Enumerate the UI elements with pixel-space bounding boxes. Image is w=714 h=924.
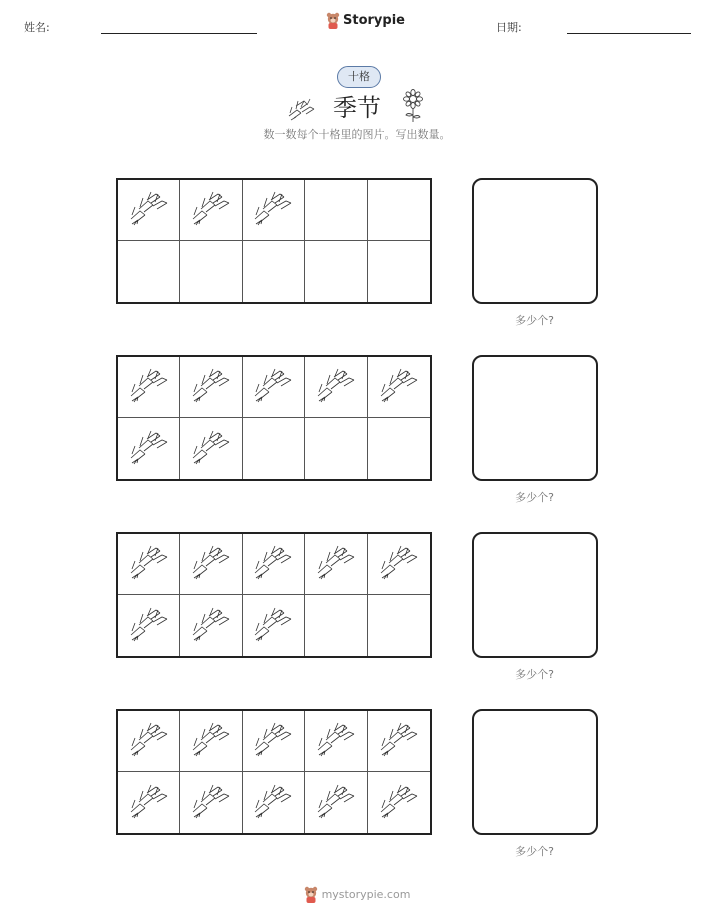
flying-geese-icon xyxy=(315,543,357,585)
ten-frame-cell-filled xyxy=(368,357,430,418)
ten-frame-cell-filled xyxy=(243,711,305,772)
ten-frame-cell-filled xyxy=(305,357,367,418)
answer-box[interactable] xyxy=(472,178,598,304)
date-field[interactable] xyxy=(567,33,691,34)
ten-frame-cell-filled xyxy=(305,711,367,772)
ten-frame-cell-empty xyxy=(368,180,430,241)
ten-frame-cell-empty xyxy=(368,241,430,302)
ten-frame-cell-filled xyxy=(118,534,180,595)
ten-frame-cell-filled xyxy=(180,418,242,479)
ten-frame-cell-filled xyxy=(180,180,242,241)
flying-geese-icon xyxy=(190,720,232,762)
answer-box[interactable] xyxy=(472,709,598,835)
ten-frame-cell-filled xyxy=(305,772,367,833)
flying-geese-icon xyxy=(378,720,420,762)
ten-frame-cell-filled xyxy=(368,772,430,833)
ten-frame-cell-filled xyxy=(305,534,367,595)
ten-frame xyxy=(116,709,432,835)
ten-frame-cell-empty xyxy=(368,595,430,656)
ten-frame-cell-empty xyxy=(180,241,242,302)
bear-mascot-icon xyxy=(326,12,340,29)
flying-geese-icon xyxy=(252,543,294,585)
flying-geese-icon xyxy=(315,782,357,824)
worksheet-badge: 十格 xyxy=(337,66,381,88)
ten-frame-cell-filled xyxy=(243,595,305,656)
flying-geese-icon xyxy=(378,782,420,824)
ten-frame-cell-filled xyxy=(368,711,430,772)
flying-geese-icon xyxy=(190,428,232,470)
ten-frame-cell-filled xyxy=(118,418,180,479)
flying-geese-icon xyxy=(252,605,294,647)
ten-frame xyxy=(116,355,432,481)
flying-geese-icon xyxy=(378,543,420,585)
flying-geese-icon xyxy=(128,428,170,470)
brand-name: Storypie xyxy=(343,13,405,28)
flying-geese-icon xyxy=(128,720,170,762)
ten-frame-cell-filled xyxy=(243,772,305,833)
ten-frame-cell-filled xyxy=(118,357,180,418)
sunflower-icon xyxy=(402,89,424,123)
ten-frame-cell-empty xyxy=(368,418,430,479)
date-label: 日期: xyxy=(496,21,522,34)
ten-frame-cell-filled xyxy=(243,180,305,241)
ten-frame-cell-filled xyxy=(118,180,180,241)
ten-frame-cell-filled xyxy=(243,357,305,418)
ten-frame-cell-filled xyxy=(180,357,242,418)
ten-frame-cell-empty xyxy=(305,595,367,656)
ten-frame-cell-empty xyxy=(243,241,305,302)
flying-geese-icon xyxy=(252,366,294,408)
flying-geese-icon xyxy=(128,366,170,408)
flying-geese-icon xyxy=(252,782,294,824)
flying-geese-icon xyxy=(190,782,232,824)
flying-geese-icon xyxy=(128,543,170,585)
flying-geese-icon xyxy=(128,605,170,647)
ten-frame-cell-filled xyxy=(180,534,242,595)
flying-geese-icon xyxy=(378,366,420,408)
footer-url: mystorypie.com xyxy=(321,888,411,901)
how-many-label: 多少个? xyxy=(515,668,554,681)
ten-frame-cell-filled xyxy=(118,772,180,833)
ten-frame xyxy=(116,532,432,658)
name-label: 姓名: xyxy=(24,21,50,34)
flying-geese-icon xyxy=(315,366,357,408)
flying-geese-icon xyxy=(128,782,170,824)
answer-box[interactable] xyxy=(472,355,598,481)
ten-frame-cell-filled xyxy=(118,711,180,772)
answer-box[interactable] xyxy=(472,532,598,658)
flying-geese-icon xyxy=(190,605,232,647)
flying-geese-icon xyxy=(190,189,232,231)
ten-frame-cell-empty xyxy=(305,418,367,479)
instructions: 数一数每个十格里的图片。写出数量。 xyxy=(263,128,451,141)
ten-frame-cell-filled xyxy=(180,772,242,833)
worksheet-title: 季节 xyxy=(333,94,381,122)
how-many-label: 多少个? xyxy=(515,314,554,327)
flying-geese-icon xyxy=(315,720,357,762)
ten-frame-cell-empty xyxy=(305,180,367,241)
ten-frame-cell-filled xyxy=(180,595,242,656)
flying-geese-icon xyxy=(128,189,170,231)
ten-frame xyxy=(116,178,432,304)
how-many-label: 多少个? xyxy=(515,491,554,504)
ten-frame-cell-filled xyxy=(118,595,180,656)
ten-frame-cell-filled xyxy=(180,711,242,772)
brand-logo xyxy=(326,12,405,29)
ten-frame-cell-empty xyxy=(243,418,305,479)
flying-geese-icon xyxy=(190,366,232,408)
footer xyxy=(0,886,714,903)
bear-mascot-icon xyxy=(304,886,318,903)
ten-frame-cell-empty xyxy=(305,241,367,302)
ten-frame-cell-filled xyxy=(368,534,430,595)
flying-geese-icon xyxy=(252,720,294,762)
flying-geese-icon xyxy=(252,189,294,231)
ten-frame-cell-empty xyxy=(118,241,180,302)
how-many-label: 多少个? xyxy=(515,845,554,858)
ten-frame-cell-filled xyxy=(243,534,305,595)
name-field[interactable] xyxy=(101,33,257,34)
flying-geese-icon xyxy=(190,543,232,585)
